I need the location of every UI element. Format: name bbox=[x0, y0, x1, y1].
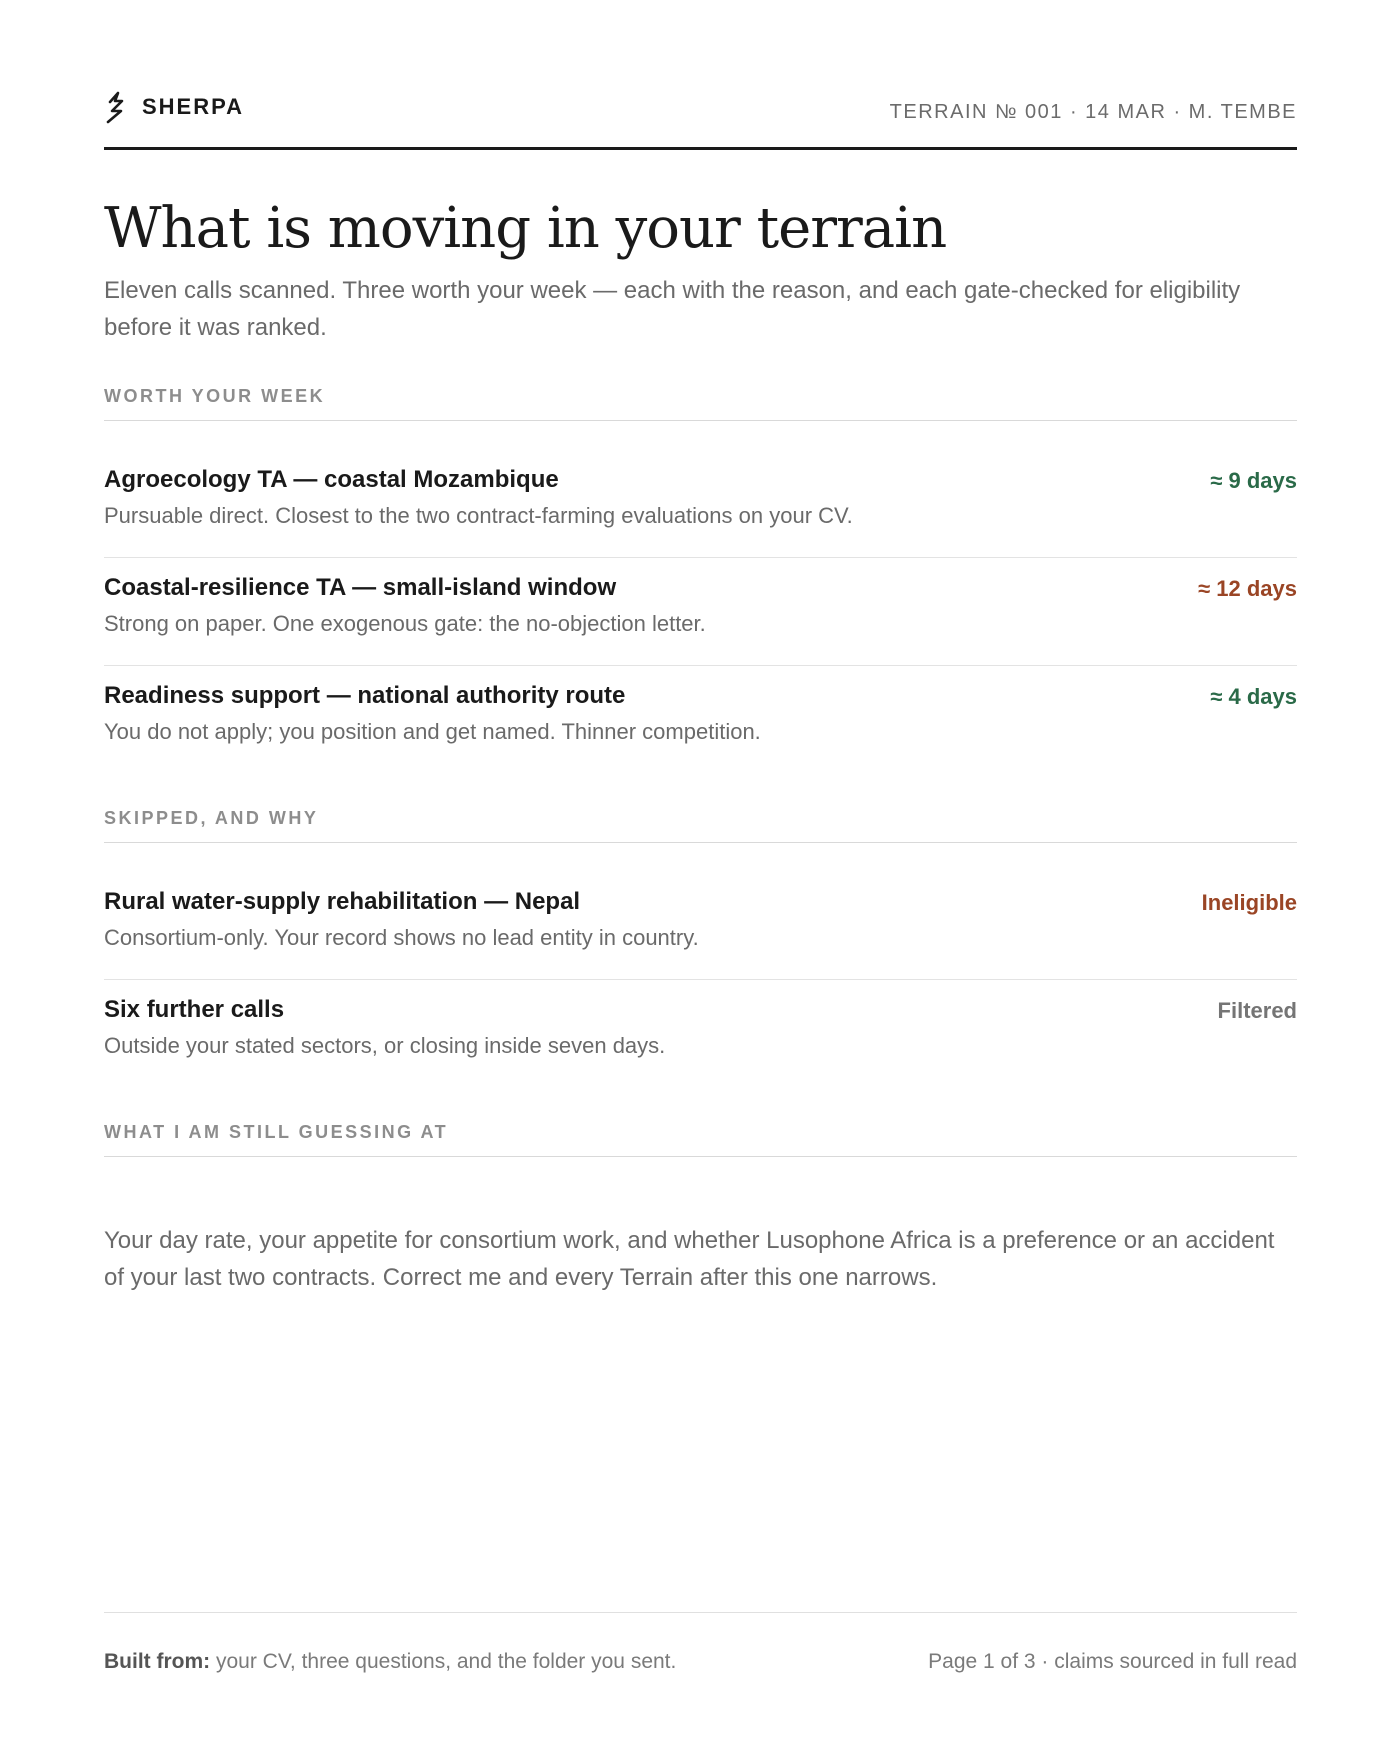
list-item[interactable] bbox=[104, 666, 1297, 774]
section-label-guessing: WHAT I AM STILL GUESSING AT bbox=[104, 1122, 1297, 1157]
list-item[interactable] bbox=[104, 450, 1297, 558]
report-header bbox=[104, 86, 1297, 150]
sherpa-logo-icon bbox=[104, 90, 130, 124]
terrain-meta: TERRAIN № 001 · 14 MAR · M. TEMBE bbox=[889, 101, 1297, 123]
section-label-skipped: SKIPPED, AND WHY bbox=[104, 808, 1297, 843]
brand bbox=[104, 90, 244, 124]
call-title: Rural water-supply rehabilitation — Nepal bbox=[104, 888, 581, 915]
call-reason: You do not apply; you position and get named. Thinner competition. bbox=[104, 719, 761, 744]
list-item[interactable] bbox=[104, 558, 1297, 666]
call-reason: Strong on paper. One exogenous gate: the no-objection letter. bbox=[104, 611, 706, 636]
effort-estimate: ≈ 4 days bbox=[1210, 684, 1297, 709]
call-title: Six further calls bbox=[104, 996, 285, 1023]
footer-source-label: Built from: bbox=[104, 1650, 211, 1673]
page-info: Page 1 of 3 · claims sourced in full read bbox=[928, 1650, 1297, 1673]
skip-reason: Outside your stated sectors, or closing inside seven days. bbox=[104, 1033, 666, 1058]
effort-estimate: ≈ 9 days bbox=[1210, 468, 1297, 493]
call-reason: Pursuable direct. Closest to the two contract-farming evaluations on your CV. bbox=[104, 503, 853, 528]
skip-reason: Consortium-only. Your record shows no lead entity in country. bbox=[104, 925, 699, 950]
footer-source-text: your CV, three questions, and the folder you sent. bbox=[216, 1650, 677, 1673]
status-badge: Filtered bbox=[1217, 998, 1297, 1023]
footer-source bbox=[104, 1650, 676, 1674]
status-badge: Ineligible bbox=[1201, 890, 1297, 915]
brand-name: SHERPA bbox=[142, 94, 245, 119]
list-item[interactable] bbox=[104, 980, 1297, 1088]
call-title: Agroecology TA — coastal Mozambique bbox=[104, 466, 559, 493]
call-title: Readiness support — national authority route bbox=[104, 682, 626, 709]
list-item[interactable] bbox=[104, 872, 1297, 980]
section-label-worth: WORTH YOUR WEEK bbox=[104, 386, 1297, 421]
page-title: What is moving in your terrain bbox=[104, 196, 947, 261]
report-footer bbox=[104, 1612, 1297, 1692]
page-lede: Eleven calls scanned. Three worth your week — each with the reason, and each gate-checked for eligibility before it was ranked. bbox=[104, 277, 1241, 341]
guessing-text: Your day rate, your appetite for consortium work, and whether Lusophone Africa is a preference or an accident of your last two contracts. Correct me and every Terrain after this one narrows. bbox=[104, 1227, 1275, 1291]
call-title: Coastal-resilience TA — small-island window bbox=[104, 574, 617, 601]
effort-estimate: ≈ 12 days bbox=[1198, 576, 1297, 601]
